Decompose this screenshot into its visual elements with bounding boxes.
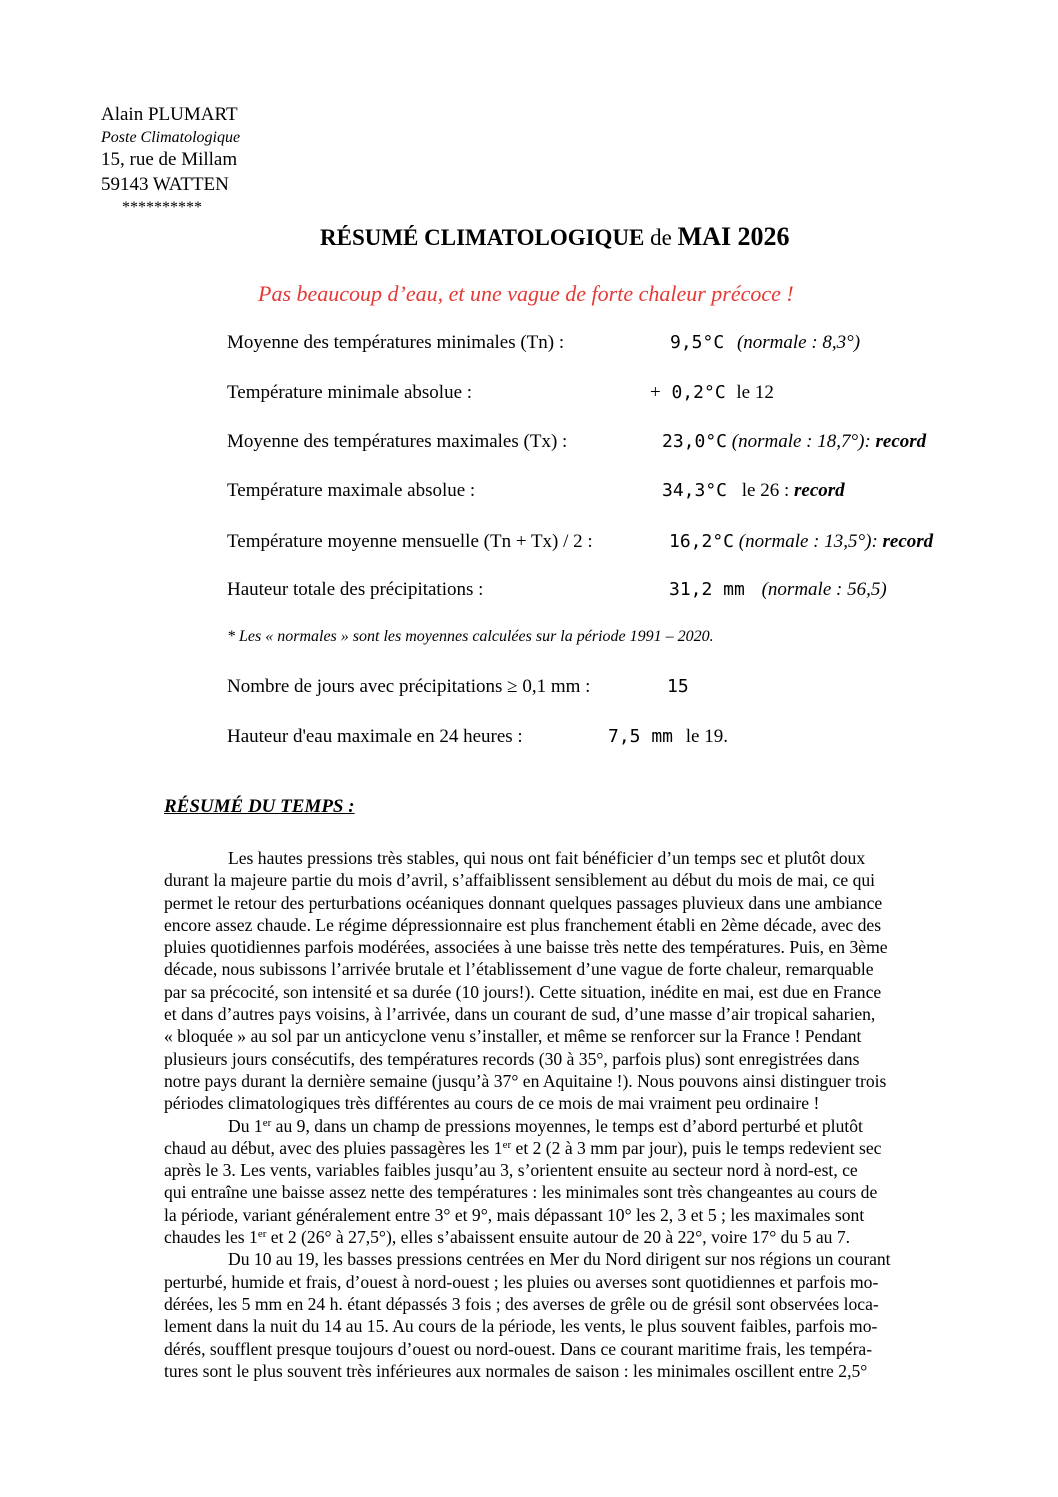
title-de: de: [650, 225, 672, 250]
stat-raindays-label: Nombre de jours avec précipitations ≥ 0,1 mm :: [227, 676, 591, 697]
text-fragment: chaud au début, avec des pluies passagères les 1: [164, 1137, 503, 1158]
text-fragment: et 2 (2 à 3 mm par jour), puis le temps redevient sec: [511, 1137, 882, 1158]
title-prefix: RÉSUMÉ CLIMATOLOGIQUE: [320, 225, 645, 250]
ordinal-sup: er: [502, 1138, 512, 1151]
author-role: Poste Climatologique: [101, 129, 241, 146]
text-line: décade, nous subissons l’arrivée brutale et l’établissement d’une vague de forte chaleur, remarquable: [164, 959, 874, 980]
text-line: plusieurs jours consécutifs, des températures records (30 à 35°, parfois plus) sont enregistrées dans: [164, 1048, 860, 1069]
author-name: Alain PLUMART: [101, 104, 238, 125]
stat-tx-label: Moyenne des températures maximales (Tx) :: [227, 431, 568, 452]
text-line: [164, 1115, 960, 1137]
stat-tn-value: 9,5°C: [670, 332, 725, 353]
body-paragraph-1: [164, 847, 960, 1382]
stat-rain-label: Hauteur totale des précipitations :: [227, 579, 484, 600]
text-line: « bloquée » au sol par un anticyclone venu s’installer, et même se renforcer sur la France ! Pendant: [164, 1026, 862, 1047]
text-line: [164, 1137, 960, 1159]
ordinal-sup: er: [257, 1228, 267, 1241]
text-line: la période, variant généralement entre 3° et 9°, mais dépassant 10° les 2, 3 et 5 ; les maximales sont: [164, 1204, 865, 1225]
text-line: pluies quotidiennes parfois modérées, associées à une baisse très nette des températures. Puis, en 3ème: [164, 937, 888, 958]
title-month: MAI 2026: [677, 222, 790, 251]
stat-rainmax-row: [608, 726, 728, 748]
stat-raindays-row: [667, 676, 689, 698]
text-line: permet le retour des perturbations océaniques donnant quelques passages pluvieux dans une ambiance: [164, 892, 883, 913]
text-line: dérés, soufflent presque toujours d’ouest ou nord-ouest. Dans ce courant maritime frais, les tempéra-: [164, 1338, 873, 1359]
stat-tmoy-row: [669, 531, 933, 553]
author-city: 59143 WATTEN: [101, 174, 229, 195]
stat-tmoy-value: 16,2°C: [669, 531, 735, 552]
stat-tmoy-label: Température moyenne mensuelle (Tn + Tx) / 2 :: [227, 531, 593, 552]
text-line: lement dans la nuit du 14 au 15. Au cours de la période, les vents, le plus souvent faibles, parfois mo-: [164, 1316, 878, 1337]
stat-rainmax-label: Hauteur d'eau maximale en 24 heures :: [227, 726, 523, 747]
text-line: durant la majeure partie du mois d’avril, s’affaiblissent sensiblement au début du mois de mai, ce qui: [164, 870, 876, 891]
stat-tmoy-record: record: [882, 531, 934, 552]
text-line: qui entraîne une baisse assez nette des températures : les minimales sont très changeantes au cours de: [164, 1182, 878, 1203]
text-line: périodes climatologiques très différentes au cours de ce mois de mai vraiment peu ordinaire !: [164, 1093, 820, 1114]
stat-rain-row: [669, 579, 887, 601]
text-line: perturbé, humide et frais, d’ouest à nord-ouest ; les pluies ou averses sont quotidiennes et parfois mo-: [164, 1271, 879, 1292]
text-line: par sa précocité, son intensité et sa durée (10 jours!). Cette situation, inédite en mai, est due en France: [164, 981, 882, 1002]
stat-tmin-date: le 12: [736, 382, 774, 403]
stat-tx-normal: (normale : 18,7°):: [731, 431, 871, 452]
text-fragment: Du 1: [228, 1115, 263, 1136]
text-fragment: et 2 (26° à 27,5°), elles s’abaissent ensuite autour de 20 à 22°, voire 17° du 5 au 7.: [266, 1227, 851, 1248]
stat-tx-value: 23,0°C: [662, 431, 728, 452]
stat-tx-record: record: [875, 431, 927, 452]
section-title: RÉSUMÉ DU TEMPS :: [164, 796, 355, 817]
text-line: et dans d’autres pays voisins, à l’arrivée, dans un courant de sud, d’une masse d’air tropical saharien,: [164, 1004, 876, 1025]
stat-tmax-label: Température maximale absolue :: [227, 480, 476, 501]
text-line: Les hautes pressions très stables, qui nous ont fait bénéficier d’un temps sec et plutôt doux: [228, 848, 866, 868]
author-street: 15, rue de Millam: [101, 149, 238, 170]
stat-tn-row: [670, 332, 860, 354]
stat-rain-value: 31,2 mm: [669, 579, 745, 600]
stat-tmoy-normal: (normale : 13,5°):: [738, 531, 878, 552]
text-line: tures sont le plus souvent très inférieures aux normales de saison : les minimales oscillent entre 2,5°: [164, 1360, 868, 1381]
stat-tmin-value: 0,2°C: [671, 382, 726, 403]
stat-rainmax-value: 7,5 mm: [608, 726, 674, 747]
separator-stars: **********: [122, 199, 202, 216]
stat-tmin-row: [650, 382, 774, 404]
stat-tmax-value: 34,3°C: [662, 480, 728, 501]
text-line: Du 10 au 19, les basses pressions centrées en Mer du Nord dirigent sur nos régions un courant: [228, 1249, 891, 1270]
text-fragment: au 9, dans un champ de pressions moyennes, le temps est d’abord perturbé et plutôt: [271, 1115, 863, 1136]
stat-tmin-prefix: +: [650, 382, 661, 403]
stat-tx-row: [662, 431, 926, 453]
text-line: après le 3. Les vents, variables faibles jusqu’au 3, s’orientent ensuite au secteur nord à nord-est, ce: [164, 1160, 858, 1181]
text-line: encore assez chaude. Le régime dépressionnaire est plus franchement établi en 2ème décade, avec des: [164, 914, 882, 935]
stat-rain-normal: (normale : 56,5): [761, 579, 887, 600]
stat-tn-label: Moyenne des températures minimales (Tn) :: [227, 332, 565, 353]
text-line: dérées, les 5 mm en 24 h. étant dépassés 3 fois ; des averses de grêle ou de grésil sont observées loca-: [164, 1293, 879, 1314]
normals-footnote: * Les « normales » sont les moyennes calculées sur la période 1991 – 2020.: [227, 628, 714, 645]
stat-tn-normal: (normale : 8,3°): [736, 332, 861, 353]
stat-tmin-label: Température minimale absolue :: [227, 382, 473, 403]
stat-raindays-value: 15: [667, 676, 689, 697]
stat-tmax-date: le 26 :: [741, 480, 790, 501]
stat-tmax-row: [662, 480, 845, 502]
text-line: [164, 1226, 960, 1248]
text-fragment: chaudes les 1: [164, 1227, 258, 1248]
page-subtitle: Pas beaucoup d’eau, et une vague de forte chaleur précoce !: [258, 281, 794, 306]
text-line: notre pays durant la dernière semaine (jusqu’à 37° en Aquitaine !). Nous pouvons ainsi distinguer trois: [164, 1070, 887, 1091]
stat-tmax-record: record: [794, 480, 845, 501]
stat-rainmax-date: le 19.: [685, 726, 728, 747]
ordinal-sup: er: [262, 1116, 272, 1129]
